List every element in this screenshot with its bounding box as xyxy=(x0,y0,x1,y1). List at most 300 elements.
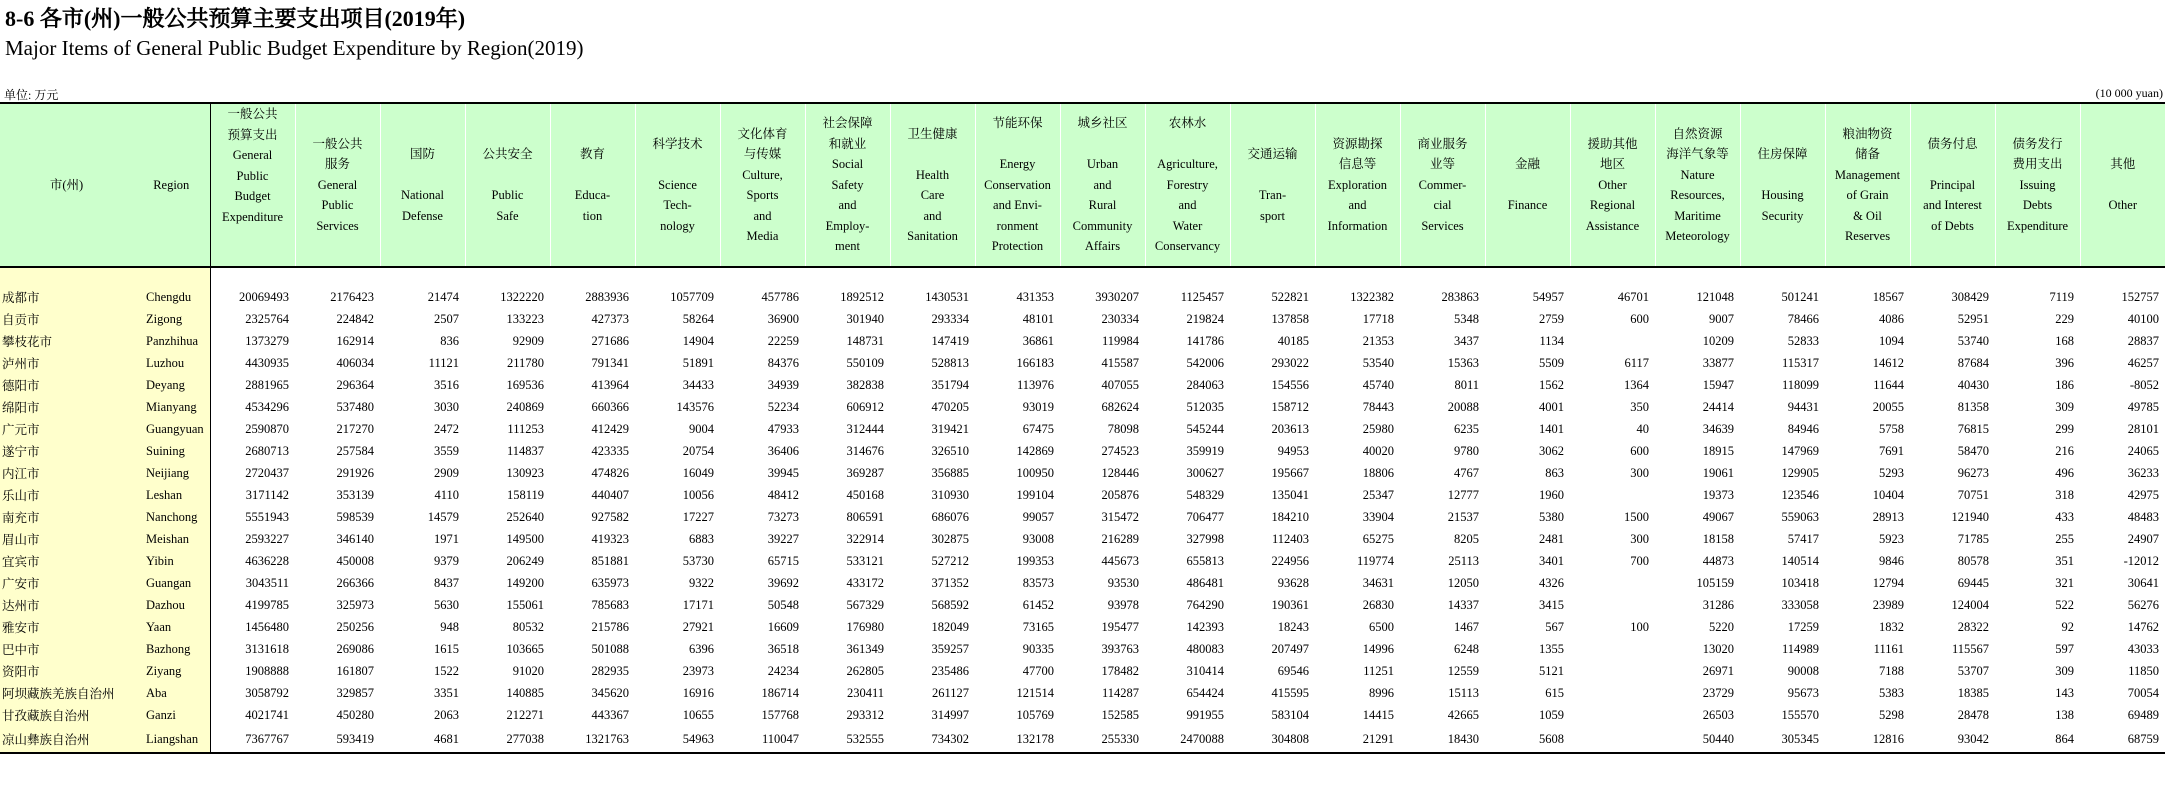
value-cell: 252640 xyxy=(506,509,544,524)
value-cell: 319421 xyxy=(931,421,969,436)
value-cell: 70751 xyxy=(1957,487,1989,502)
value-cell: 450168 xyxy=(846,487,884,502)
value-cell: 283863 xyxy=(1441,289,1479,304)
value-cell: 4021741 xyxy=(245,707,289,722)
value-cell: 53540 xyxy=(1362,355,1394,370)
value-cell: 21474 xyxy=(427,289,459,304)
value-cell: 314676 xyxy=(846,443,884,458)
value-cell: 6117 xyxy=(1624,355,1649,370)
value-cell: 33877 xyxy=(1702,355,1734,370)
value-cell: 559063 xyxy=(1781,509,1819,524)
value-cell: 34433 xyxy=(682,377,714,392)
value-cell: 5348 xyxy=(1454,311,1479,326)
value-cell: 4681 xyxy=(380,726,465,753)
value-cell: 1125457 xyxy=(1180,289,1224,304)
region-name-cell: Ziyang xyxy=(133,660,210,682)
value-cell xyxy=(1570,594,1655,616)
value-cell: 791341 xyxy=(591,355,629,370)
value-cell: 93628 xyxy=(1277,575,1309,590)
value-cell: 9846 xyxy=(1879,553,1904,568)
value-cell xyxy=(1570,704,1655,726)
value-cell: 224842 xyxy=(336,311,374,326)
value-cell: 10056 xyxy=(682,487,714,502)
column-header-line: 费用支出 xyxy=(2012,157,2063,172)
value-cell: 115567 xyxy=(1951,641,1989,656)
value-cell: 57417 xyxy=(1787,531,1819,546)
column-header-line: 金融 xyxy=(1514,157,1540,172)
value-cell: 501088 xyxy=(591,641,629,656)
value-cell: 138 xyxy=(2055,707,2074,722)
region-name-cell: Leshan xyxy=(133,484,210,506)
value-cell: 660366 xyxy=(591,399,629,414)
value-cell: 261127 xyxy=(931,685,969,700)
column-header-line: 服务 xyxy=(324,157,350,172)
column-header-line xyxy=(891,144,975,165)
value-cell: 4199785 xyxy=(245,597,289,612)
value-cell: 30641 xyxy=(2127,575,2159,590)
value-cell: 58470 xyxy=(1957,443,1989,458)
table-row xyxy=(0,704,2165,726)
value-cell: 2472 xyxy=(434,421,459,436)
value-cell: 3058792 xyxy=(245,685,289,700)
column-header-line: 城乡社区 xyxy=(1077,116,1128,131)
value-cell: 25980 xyxy=(1362,421,1394,436)
value-cell: 269086 xyxy=(336,641,374,656)
value-cell: 28101 xyxy=(2127,421,2159,436)
value-cell: 230334 xyxy=(1101,311,1139,326)
table-row xyxy=(0,374,2165,396)
column-header-line: sport xyxy=(1260,208,1285,223)
value-cell: 863 xyxy=(1545,465,1564,480)
value-cell: 359919 xyxy=(1186,443,1224,458)
column-header-line: 债务付息 xyxy=(1927,136,1978,151)
region-name-cell: Deyang xyxy=(133,374,210,396)
value-cell: 114287 xyxy=(1101,685,1139,700)
column-header-line: Community xyxy=(1072,218,1133,233)
value-cell: 195667 xyxy=(1271,465,1309,480)
value-cell: 785683 xyxy=(591,597,629,612)
value-cell: 2593227 xyxy=(245,531,289,546)
value-cell: 20069493 xyxy=(239,289,289,304)
value-cell: 47700 xyxy=(1022,663,1054,678)
value-cell: 567329 xyxy=(846,597,884,612)
value-cell: 309 xyxy=(2055,399,2074,414)
column-header-line: and xyxy=(1178,198,1197,213)
value-cell: 300 xyxy=(1630,531,1649,546)
value-cell: 407055 xyxy=(1101,377,1139,392)
city-name-cell: 绵阳市 xyxy=(0,396,133,418)
value-cell: 76815 xyxy=(1957,421,1989,436)
value-cell: 3559 xyxy=(434,443,459,458)
value-cell: 52234 xyxy=(767,399,799,414)
table-body xyxy=(0,267,2165,753)
value-cell: 128446 xyxy=(1101,465,1139,480)
value-cell: 568592 xyxy=(931,597,969,612)
value-cell: 216289 xyxy=(1101,531,1139,546)
column-header-line: Science xyxy=(658,177,697,192)
value-cell: 36900 xyxy=(767,311,799,326)
column-header-line: 援助其他 xyxy=(1587,136,1638,151)
value-cell: 12794 xyxy=(1872,575,1904,590)
column-header-line: Tran- xyxy=(1258,188,1287,202)
value-cell: 52951 xyxy=(1957,311,1989,326)
value-cell: 450008 xyxy=(336,553,374,568)
value-cell: 14415 xyxy=(1362,707,1394,722)
value-cell: 53740 xyxy=(1957,333,1989,348)
value-cell: 96273 xyxy=(1957,465,1989,480)
value-cell: 34939 xyxy=(767,377,799,392)
value-cell: 10404 xyxy=(1872,487,1904,502)
column-header-line: Protection xyxy=(991,239,1044,254)
value-cell: 28913 xyxy=(1872,509,1904,524)
value-cell: 148731 xyxy=(846,333,884,348)
column-header-line: 业等 xyxy=(1429,157,1455,172)
value-cell xyxy=(1570,726,1655,753)
value-cell: 42665 xyxy=(1447,707,1479,722)
column-header-line: General xyxy=(317,177,358,192)
value-cell: 44873 xyxy=(1702,553,1734,568)
value-cell: 168 xyxy=(2055,333,2074,348)
table-row xyxy=(0,267,2165,308)
value-cell: 345620 xyxy=(591,685,629,700)
value-cell: 1322220 xyxy=(500,289,544,304)
value-cell: 351 xyxy=(2055,553,2074,568)
value-cell: 39945 xyxy=(767,465,799,480)
value-cell: 315472 xyxy=(1101,509,1139,524)
value-cell: 140885 xyxy=(506,685,544,700)
value-cell: 4001 xyxy=(1539,399,1564,414)
value-cell: 24414 xyxy=(1702,399,1734,414)
value-cell: 16609 xyxy=(767,619,799,634)
region-name-cell: Meishan xyxy=(133,528,210,550)
value-cell: 17259 xyxy=(1787,619,1819,634)
column-header xyxy=(1825,103,1910,267)
value-cell: 312444 xyxy=(846,421,884,436)
value-cell: 184210 xyxy=(1271,509,1309,524)
value-cell: 105769 xyxy=(1016,707,1054,722)
value-cell: 1134 xyxy=(1539,333,1564,348)
value-cell: 431353 xyxy=(1016,289,1054,304)
value-cell: 155061 xyxy=(506,597,544,612)
value-cell: 282935 xyxy=(591,663,629,678)
value-cell: 230411 xyxy=(846,685,884,700)
column-header-line xyxy=(976,134,1060,155)
value-cell: 522 xyxy=(2055,597,2074,612)
value-cell: 706477 xyxy=(1186,509,1224,524)
value-cell: 141786 xyxy=(1186,333,1224,348)
value-cell: 36406 xyxy=(767,443,799,458)
column-header-line: Expenditure xyxy=(2006,218,2069,233)
city-name-cell: 宜宾市 xyxy=(0,550,133,572)
value-cell xyxy=(1570,638,1655,660)
column-header-line: Resources, xyxy=(1670,188,1725,202)
value-cell: 274523 xyxy=(1101,443,1139,458)
value-cell: 18806 xyxy=(1362,465,1394,480)
column-header xyxy=(210,103,295,267)
value-cell: 69489 xyxy=(2127,707,2159,722)
value-cell: 7691 xyxy=(1879,443,1904,458)
column-header-line: 自然资源 xyxy=(1672,126,1723,141)
value-cell: 496 xyxy=(2055,465,2074,480)
column-header-line: Meteorology xyxy=(1665,229,1730,243)
column-header-line: 市(州) xyxy=(49,177,84,192)
value-cell: 480083 xyxy=(1186,641,1224,656)
value-cell: 2883936 xyxy=(585,289,629,304)
value-cell: 16916 xyxy=(682,685,714,700)
value-cell: 36861 xyxy=(1022,333,1054,348)
value-cell: 15363 xyxy=(1447,355,1479,370)
value-cell: 217270 xyxy=(336,421,374,436)
expenditure-table xyxy=(0,102,2165,754)
value-cell: 40 xyxy=(1636,421,1649,436)
value-cell: 130923 xyxy=(506,465,544,480)
column-header xyxy=(1400,103,1485,267)
value-cell: 346140 xyxy=(336,531,374,546)
value-cell: 948 xyxy=(440,619,459,634)
city-name-cell: 广元市 xyxy=(0,418,133,440)
value-cell: 119774 xyxy=(1356,553,1394,568)
column-header-line: 和就业 xyxy=(828,136,867,151)
table-row xyxy=(0,660,2165,682)
value-cell: 1500 xyxy=(1624,509,1649,524)
city-name-cell: 资阳市 xyxy=(0,660,133,682)
value-cell: -8052 xyxy=(2129,377,2159,392)
column-header xyxy=(1570,103,1655,267)
value-cell: 100950 xyxy=(1016,465,1054,480)
value-cell: 3415 xyxy=(1539,597,1564,612)
unit-label-en: (10 000 yuan) xyxy=(2095,86,2163,100)
value-cell: 20088 xyxy=(1447,399,1479,414)
value-cell: 5293 xyxy=(1879,465,1904,480)
value-cell: 23973 xyxy=(682,663,714,678)
city-name-cell: 甘孜藏族自治州 xyxy=(0,704,133,726)
value-cell: 92 xyxy=(2061,619,2074,634)
value-cell: 16049 xyxy=(682,465,714,480)
value-cell: 5298 xyxy=(1879,707,1904,722)
value-cell: 764290 xyxy=(1186,597,1224,612)
column-header-line: Nature xyxy=(1680,167,1715,182)
value-cell: 2507 xyxy=(434,311,459,326)
column-header-line: Conservancy xyxy=(1154,239,1221,254)
value-cell: 50440 xyxy=(1655,726,1740,753)
value-cell: 48412 xyxy=(767,487,799,502)
value-cell: 369287 xyxy=(846,465,884,480)
value-cell: 21291 xyxy=(1315,726,1400,753)
column-header-line: 资源勘探 xyxy=(1332,136,1383,151)
value-cell: 440407 xyxy=(591,487,629,502)
value-cell: 11161 xyxy=(1873,641,1904,656)
region-name-cell: Chengdu xyxy=(133,267,210,308)
value-cell: 550109 xyxy=(846,355,884,370)
value-cell: 406034 xyxy=(336,355,374,370)
value-cell: 40185 xyxy=(1277,333,1309,348)
column-header xyxy=(1655,103,1740,267)
value-cell: 15947 xyxy=(1702,377,1734,392)
value-cell: 3930207 xyxy=(1095,289,1139,304)
value-cell: 309 xyxy=(2055,663,2074,678)
value-cell: 73273 xyxy=(767,509,799,524)
value-cell: 262805 xyxy=(846,663,884,678)
value-cell: 24234 xyxy=(767,663,799,678)
value-cell: 133223 xyxy=(506,311,544,326)
value-cell: 20055 xyxy=(1872,399,1904,414)
table-row xyxy=(0,484,2165,506)
value-cell: 199353 xyxy=(1016,553,1054,568)
value-cell: 90008 xyxy=(1787,663,1819,678)
region-name-cell: Nanchong xyxy=(133,506,210,528)
value-cell: 182049 xyxy=(931,619,969,634)
value-cell: 13020 xyxy=(1702,641,1734,656)
column-header-line xyxy=(2081,175,2165,196)
value-cell: 353139 xyxy=(336,487,374,502)
value-cell: 48101 xyxy=(1022,311,1054,326)
value-cell: 382838 xyxy=(846,377,884,392)
value-cell: 123546 xyxy=(1781,487,1819,502)
value-cell: 991955 xyxy=(1186,707,1224,722)
city-name-cell: 乐山市 xyxy=(0,484,133,506)
column-header xyxy=(635,103,720,267)
value-cell: 53707 xyxy=(1957,663,1989,678)
value-cell: 143 xyxy=(2055,685,2074,700)
column-header-line: General xyxy=(232,148,273,162)
value-cell: 597 xyxy=(2055,641,2074,656)
column-header-line: and Envi- xyxy=(993,198,1042,213)
value-cell: 314997 xyxy=(931,707,969,722)
table-row xyxy=(0,638,2165,660)
value-cell: 4110 xyxy=(434,487,459,502)
column-header-line: 国防 xyxy=(409,147,435,161)
value-cell: 293334 xyxy=(931,311,969,326)
value-cell: 195477 xyxy=(1101,619,1139,634)
value-cell: 3516 xyxy=(434,377,459,392)
column-header-line xyxy=(1911,154,1995,175)
value-cell: 3131618 xyxy=(245,641,289,656)
value-cell: 1960 xyxy=(1539,487,1564,502)
value-cell: 457786 xyxy=(761,289,799,304)
value-cell: 415595 xyxy=(1271,685,1309,700)
value-cell: 5380 xyxy=(1539,509,1564,524)
value-cell: 178482 xyxy=(1101,663,1139,678)
page-title-en: Major Items of General Public Budget Expenditure by Region(2019) xyxy=(5,36,584,60)
value-cell: 11121 xyxy=(428,355,459,370)
value-cell: 190361 xyxy=(1271,597,1309,612)
column-header-line: 卫生健康 xyxy=(907,126,958,141)
value-cell: 8205 xyxy=(1454,531,1479,546)
value-cell: 84946 xyxy=(1787,421,1819,436)
column-header-line xyxy=(466,165,550,186)
value-cell: 5383 xyxy=(1879,685,1904,700)
column-header-line: 农林水 xyxy=(1168,116,1207,131)
value-cell: 836 xyxy=(440,333,459,348)
value-cell: 21537 xyxy=(1447,509,1479,524)
column-header-line: Conservation xyxy=(984,177,1051,192)
value-cell: 186714 xyxy=(761,685,799,700)
column-header-line: National xyxy=(400,188,445,202)
value-cell: 39227 xyxy=(767,531,799,546)
value-cell: 308429 xyxy=(1951,289,1989,304)
table-row xyxy=(0,572,2165,594)
value-cell: 1615 xyxy=(434,641,459,656)
column-header-line: Public xyxy=(321,198,354,213)
value-cell: 39692 xyxy=(767,575,799,590)
value-cell: 257584 xyxy=(336,443,374,458)
column-header-line: 信息等 xyxy=(1338,157,1377,172)
value-cell: 393763 xyxy=(1101,641,1139,656)
value-cell: 18567 xyxy=(1872,289,1904,304)
value-cell: 1373279 xyxy=(245,333,289,348)
value-cell: 548329 xyxy=(1186,487,1224,502)
value-cell: 46701 xyxy=(1617,289,1649,304)
column-header-line: 其他 xyxy=(2110,157,2136,172)
column-header xyxy=(1995,103,2080,267)
column-header-line: Services xyxy=(1421,218,1464,233)
value-cell: 2590870 xyxy=(245,421,289,436)
column-header-line: and xyxy=(1348,198,1367,213)
value-cell: 522821 xyxy=(1271,289,1309,304)
value-cell: 2063 xyxy=(434,707,459,722)
value-cell: 11850 xyxy=(2128,663,2159,678)
value-cell: 18385 xyxy=(1957,685,1989,700)
value-cell: 94953 xyxy=(1277,443,1309,458)
column-header-line: 交通运输 xyxy=(1247,147,1298,161)
value-cell: 1456480 xyxy=(245,619,289,634)
value-cell: 412429 xyxy=(591,421,629,436)
value-cell: 43033 xyxy=(2127,641,2159,656)
value-cell: 219824 xyxy=(1186,311,1224,326)
value-cell: 105159 xyxy=(1696,575,1734,590)
value-cell: 486481 xyxy=(1186,575,1224,590)
value-cell: 593419 xyxy=(295,726,380,753)
column-header xyxy=(380,103,465,267)
column-header-line: Agriculture, xyxy=(1157,157,1218,172)
value-cell: 927582 xyxy=(591,509,629,524)
column-header-line xyxy=(1486,175,1570,196)
value-cell: 6500 xyxy=(1369,619,1394,634)
value-cell: 310414 xyxy=(1186,663,1224,678)
value-cell: 512035 xyxy=(1186,399,1224,414)
value-cell: 4767 xyxy=(1454,465,1479,480)
value-cell: 600 xyxy=(1630,311,1649,326)
city-name-cell: 遂宁市 xyxy=(0,440,133,462)
value-cell: 93978 xyxy=(1107,597,1139,612)
value-cell: 78466 xyxy=(1787,311,1819,326)
value-cell: 583104 xyxy=(1271,707,1309,722)
value-cell: 533121 xyxy=(846,553,884,568)
column-header-line: Assistance xyxy=(1585,218,1640,233)
value-cell: 1321763 xyxy=(550,726,635,753)
column-header-line: Public xyxy=(491,188,524,202)
value-cell: 121514 xyxy=(1016,685,1054,700)
column-header-line: 社会保障 xyxy=(822,116,873,131)
value-cell: 80532 xyxy=(512,619,544,634)
value-cell: 51891 xyxy=(682,355,714,370)
value-cell: 28478 xyxy=(1957,707,1989,722)
value-cell: 207497 xyxy=(1271,641,1309,656)
value-cell: 111253 xyxy=(507,421,544,436)
value-cell: 14612 xyxy=(1872,355,1904,370)
value-cell: 114837 xyxy=(506,443,544,458)
value-cell: 4086 xyxy=(1879,311,1904,326)
value-cell: 34639 xyxy=(1702,421,1734,436)
value-cell: 8437 xyxy=(434,575,459,590)
value-cell: 321 xyxy=(2055,575,2074,590)
value-cell: 118099 xyxy=(1781,377,1819,392)
value-cell: 14579 xyxy=(427,509,459,524)
column-header-line: 一般公共 xyxy=(312,136,363,151)
value-cell: 2909 xyxy=(434,465,459,480)
value-cell: 91020 xyxy=(512,663,544,678)
value-cell: 65275 xyxy=(1362,531,1394,546)
